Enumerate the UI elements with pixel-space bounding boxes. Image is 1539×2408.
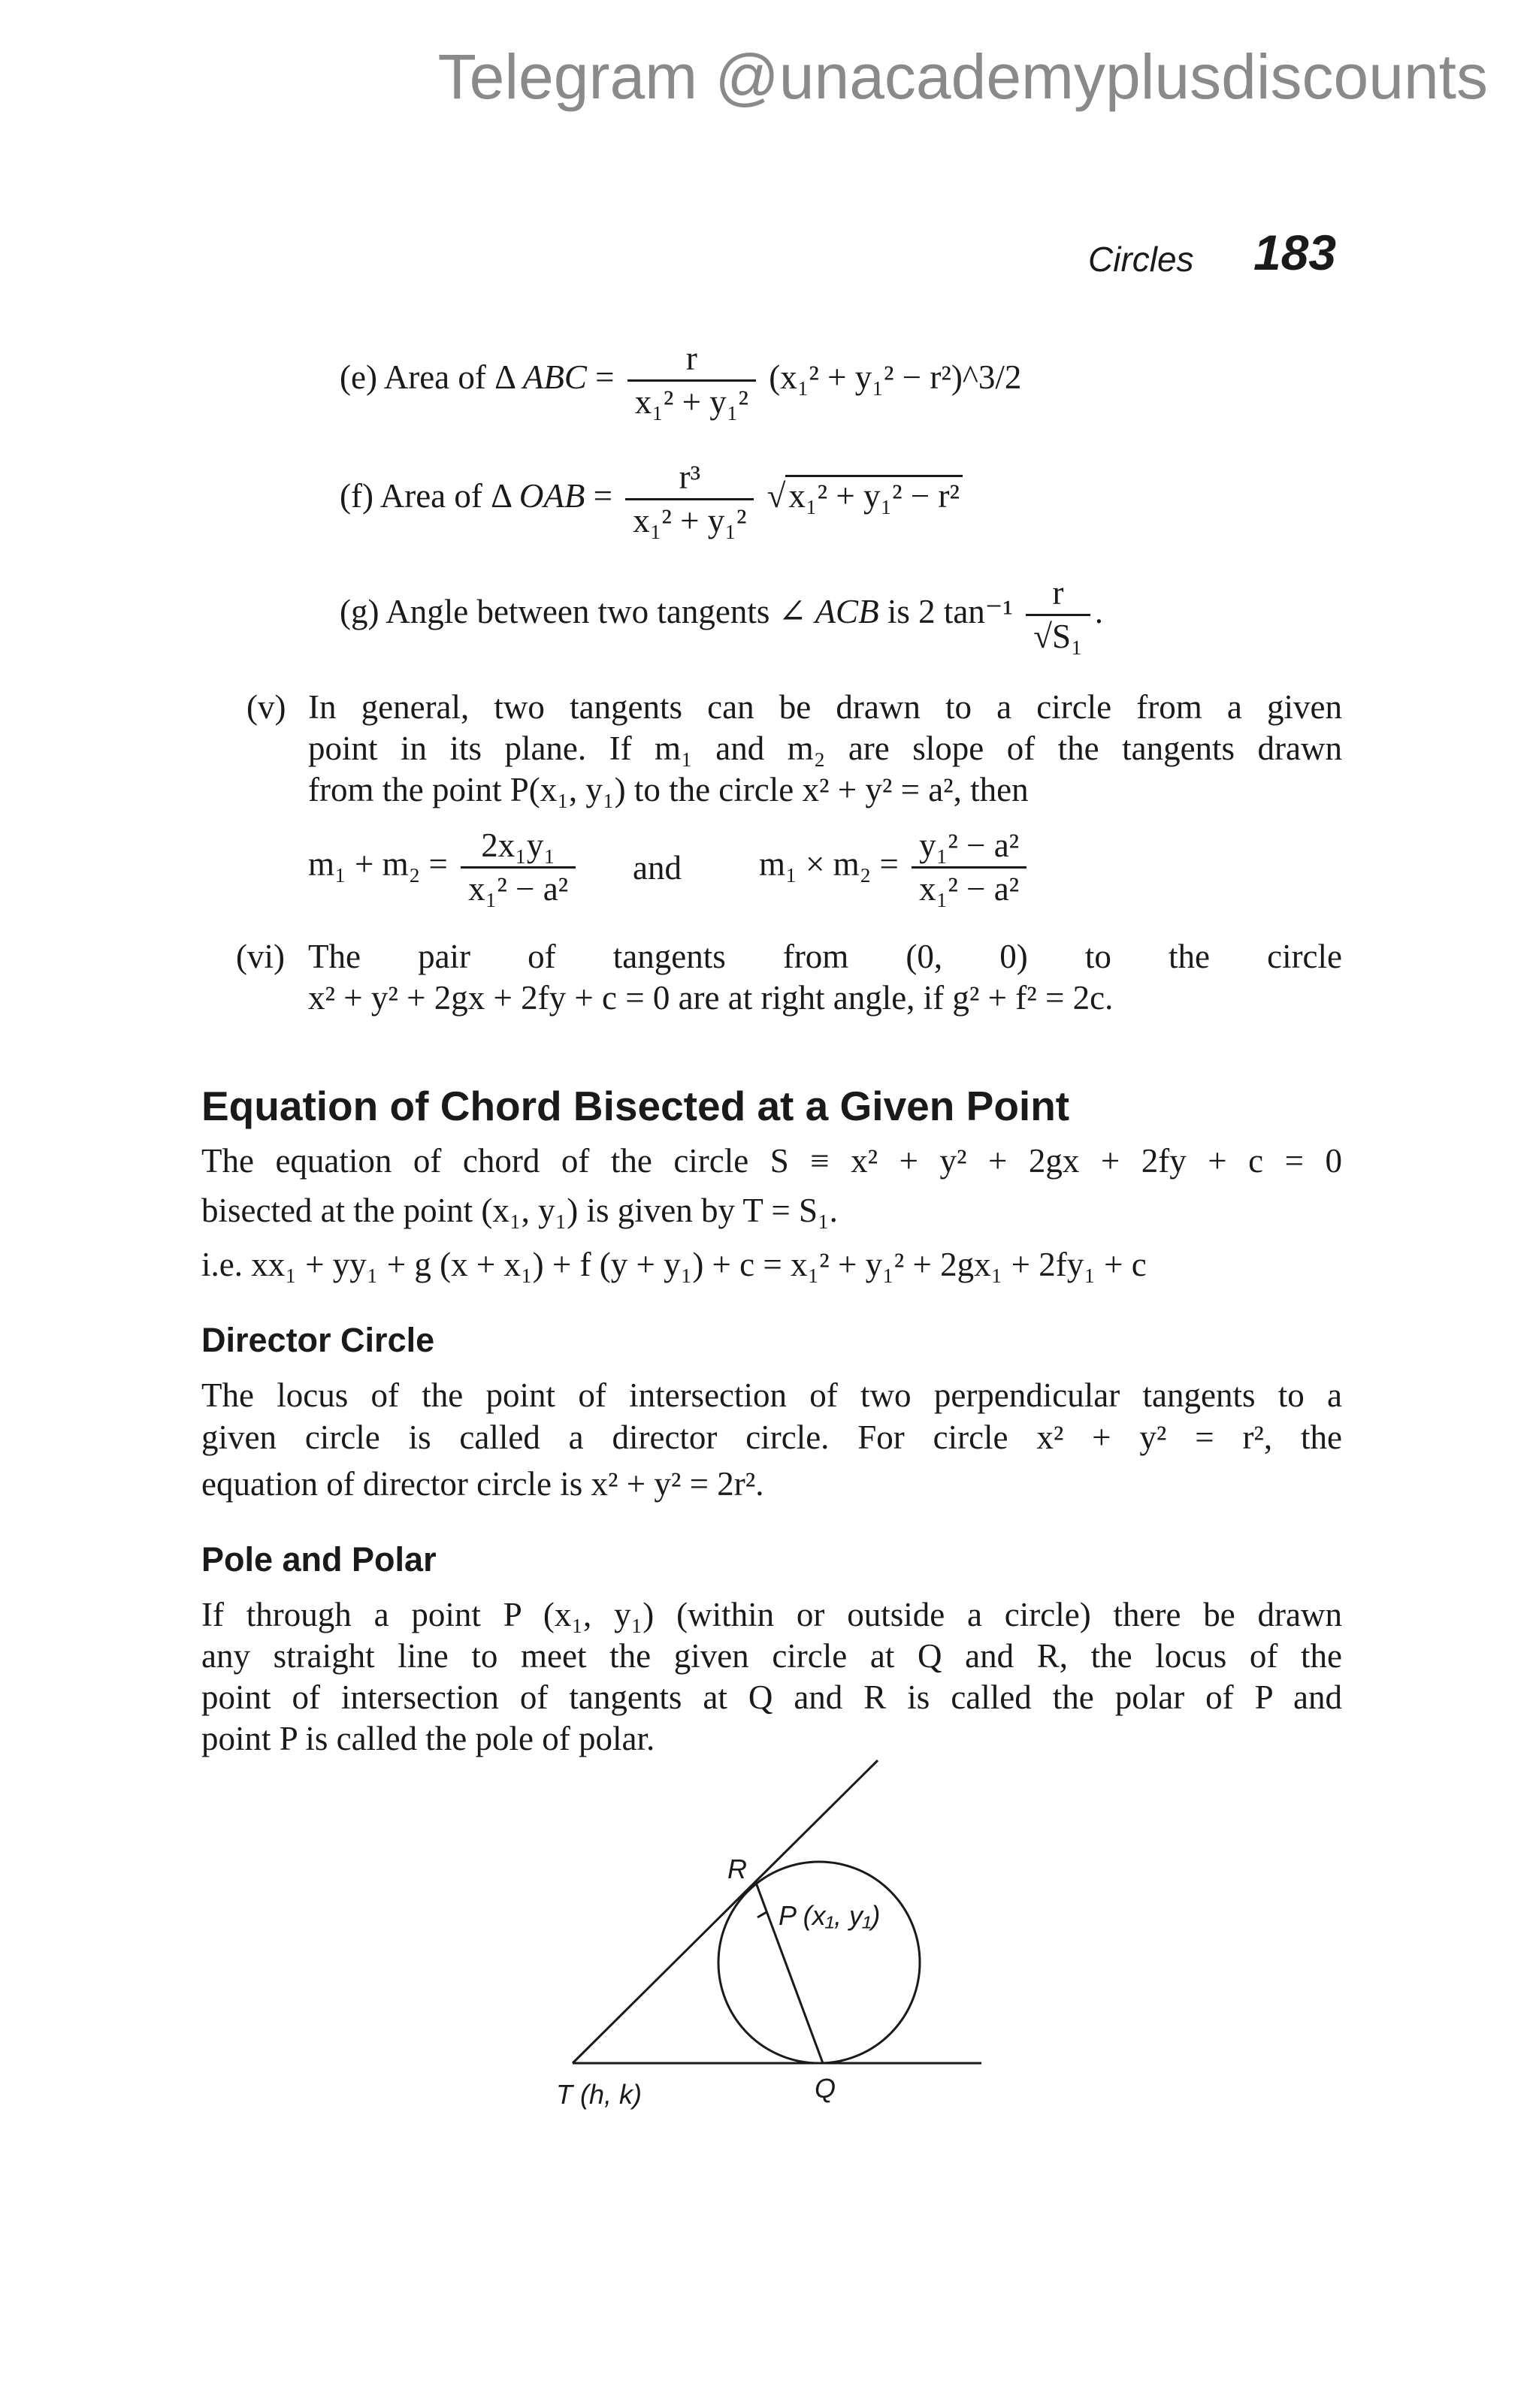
label-r: R xyxy=(727,1854,747,1884)
item-vi-line-1: The pair of tangents from (0, 0) to the circle xyxy=(308,938,1342,975)
point-p-tick xyxy=(757,1912,766,1917)
item-v-marker: (v) xyxy=(246,688,286,726)
formula-f-fraction: $\frac{\text{r³}}{\text{x₁² + y₁²}}$ xyxy=(625,457,754,542)
item-v-line-2: point in its plane. If m₁ and m₂ are slope of the tangents drawn xyxy=(308,730,1342,767)
label-p: P (x₁, y₁) xyxy=(779,1900,881,1931)
formula-e-fraction: $\frac{r}{\text{x₁² + y₁²}}$ xyxy=(627,338,756,423)
label-t: T (h, k) xyxy=(556,2079,642,2110)
formula-e: (e) Area of Δ ABC = $\frac{r}{\text{x₁² + y₁²}}$ (x₁² + y₁² − r²)^3/2 xyxy=(340,338,1021,423)
circle-shape xyxy=(718,1862,920,2063)
item-v-line-3: from the point P(x₁, y₁) to the circle x² + y² = a², then xyxy=(308,771,1029,808)
page-number: 183 xyxy=(1253,225,1337,280)
item-v-line-1: In general, two tangents can be drawn to a circle from a given xyxy=(308,688,1342,726)
formula-g-fraction: $\frac{r}{\text{√S₁}}$ xyxy=(1026,573,1090,657)
pole-line-2: any straight line to meet the given circle at Q and R, the locus of the xyxy=(201,1637,1342,1675)
and-word: and xyxy=(633,849,682,887)
sqrt-symbol: √ xyxy=(1033,618,1052,655)
item-vi-line-2: x² + y² + 2gx + 2fy + c = 0 are at right angle, if g² + f² = 2c. xyxy=(308,979,1114,1017)
formula-g: (g) Angle between two tangents ∠ ACB is 2 tan⁻¹ $\frac{r}{\text{√S₁}}$ . xyxy=(340,573,1103,657)
director-line-3: equation of director circle is x² + y² = 2r². xyxy=(201,1465,764,1503)
director-line-2: given circle is called a director circle. For circle x² + y² = r², the xyxy=(201,1419,1342,1456)
slope-product-formula: m₁ × m₂ = $\frac{\text{y₁² − a²}}{\text{x₁² − a²}}$ xyxy=(759,825,1031,910)
pole-line-3: point of intersection of tangents at Q and R is called the polar of P and xyxy=(201,1678,1342,1716)
section-heading-director: Director Circle xyxy=(201,1321,435,1359)
label-q: Q xyxy=(815,2073,836,2104)
section-heading-chord: Equation of Chord Bisected at a Given Point xyxy=(201,1083,1070,1129)
watermark-text: Telegram @unacademyplusdiscounts xyxy=(437,41,1488,112)
slope-sum-formula: m₁ + m₂ = $\frac{\text{2x₁y₁}}{\text{x₁² − a²}}$ xyxy=(308,825,580,910)
chord-line-2: bisected at the point (x₁, y₁) is given by T = S₁. xyxy=(201,1192,838,1229)
sqrt-symbol: √ xyxy=(766,476,786,515)
chord-line-1: The equation of chord of the circle S ≡ x² + y² + 2gx + 2fy + c = 0 xyxy=(201,1142,1342,1180)
formula-f: (f) Area of Δ OAB = $\frac{\text{r³}}{\text{x₁² + y₁²}}$ √x₁² + y₁² − r² xyxy=(340,457,963,542)
item-vi-marker: (vi) xyxy=(236,938,285,975)
chord-line-3: i.e. xx₁ + yy₁ + g (x + x₁) + f (y + y₁) + c = x₁² + y₁² + 2gx₁ + 2fy₁ + c xyxy=(201,1246,1147,1283)
section-heading-pole-polar: Pole and Polar xyxy=(201,1540,437,1579)
pole-line-1: If through a point P (x₁, y₁) (within or outside a circle) there be drawn xyxy=(201,1596,1342,1633)
director-line-1: The locus of the point of intersection of two perpendicular tangents to a xyxy=(201,1376,1342,1414)
pole-line-4: point P is called the pole of polar. xyxy=(201,1720,655,1757)
running-header-chapter: Circles xyxy=(1088,240,1194,279)
